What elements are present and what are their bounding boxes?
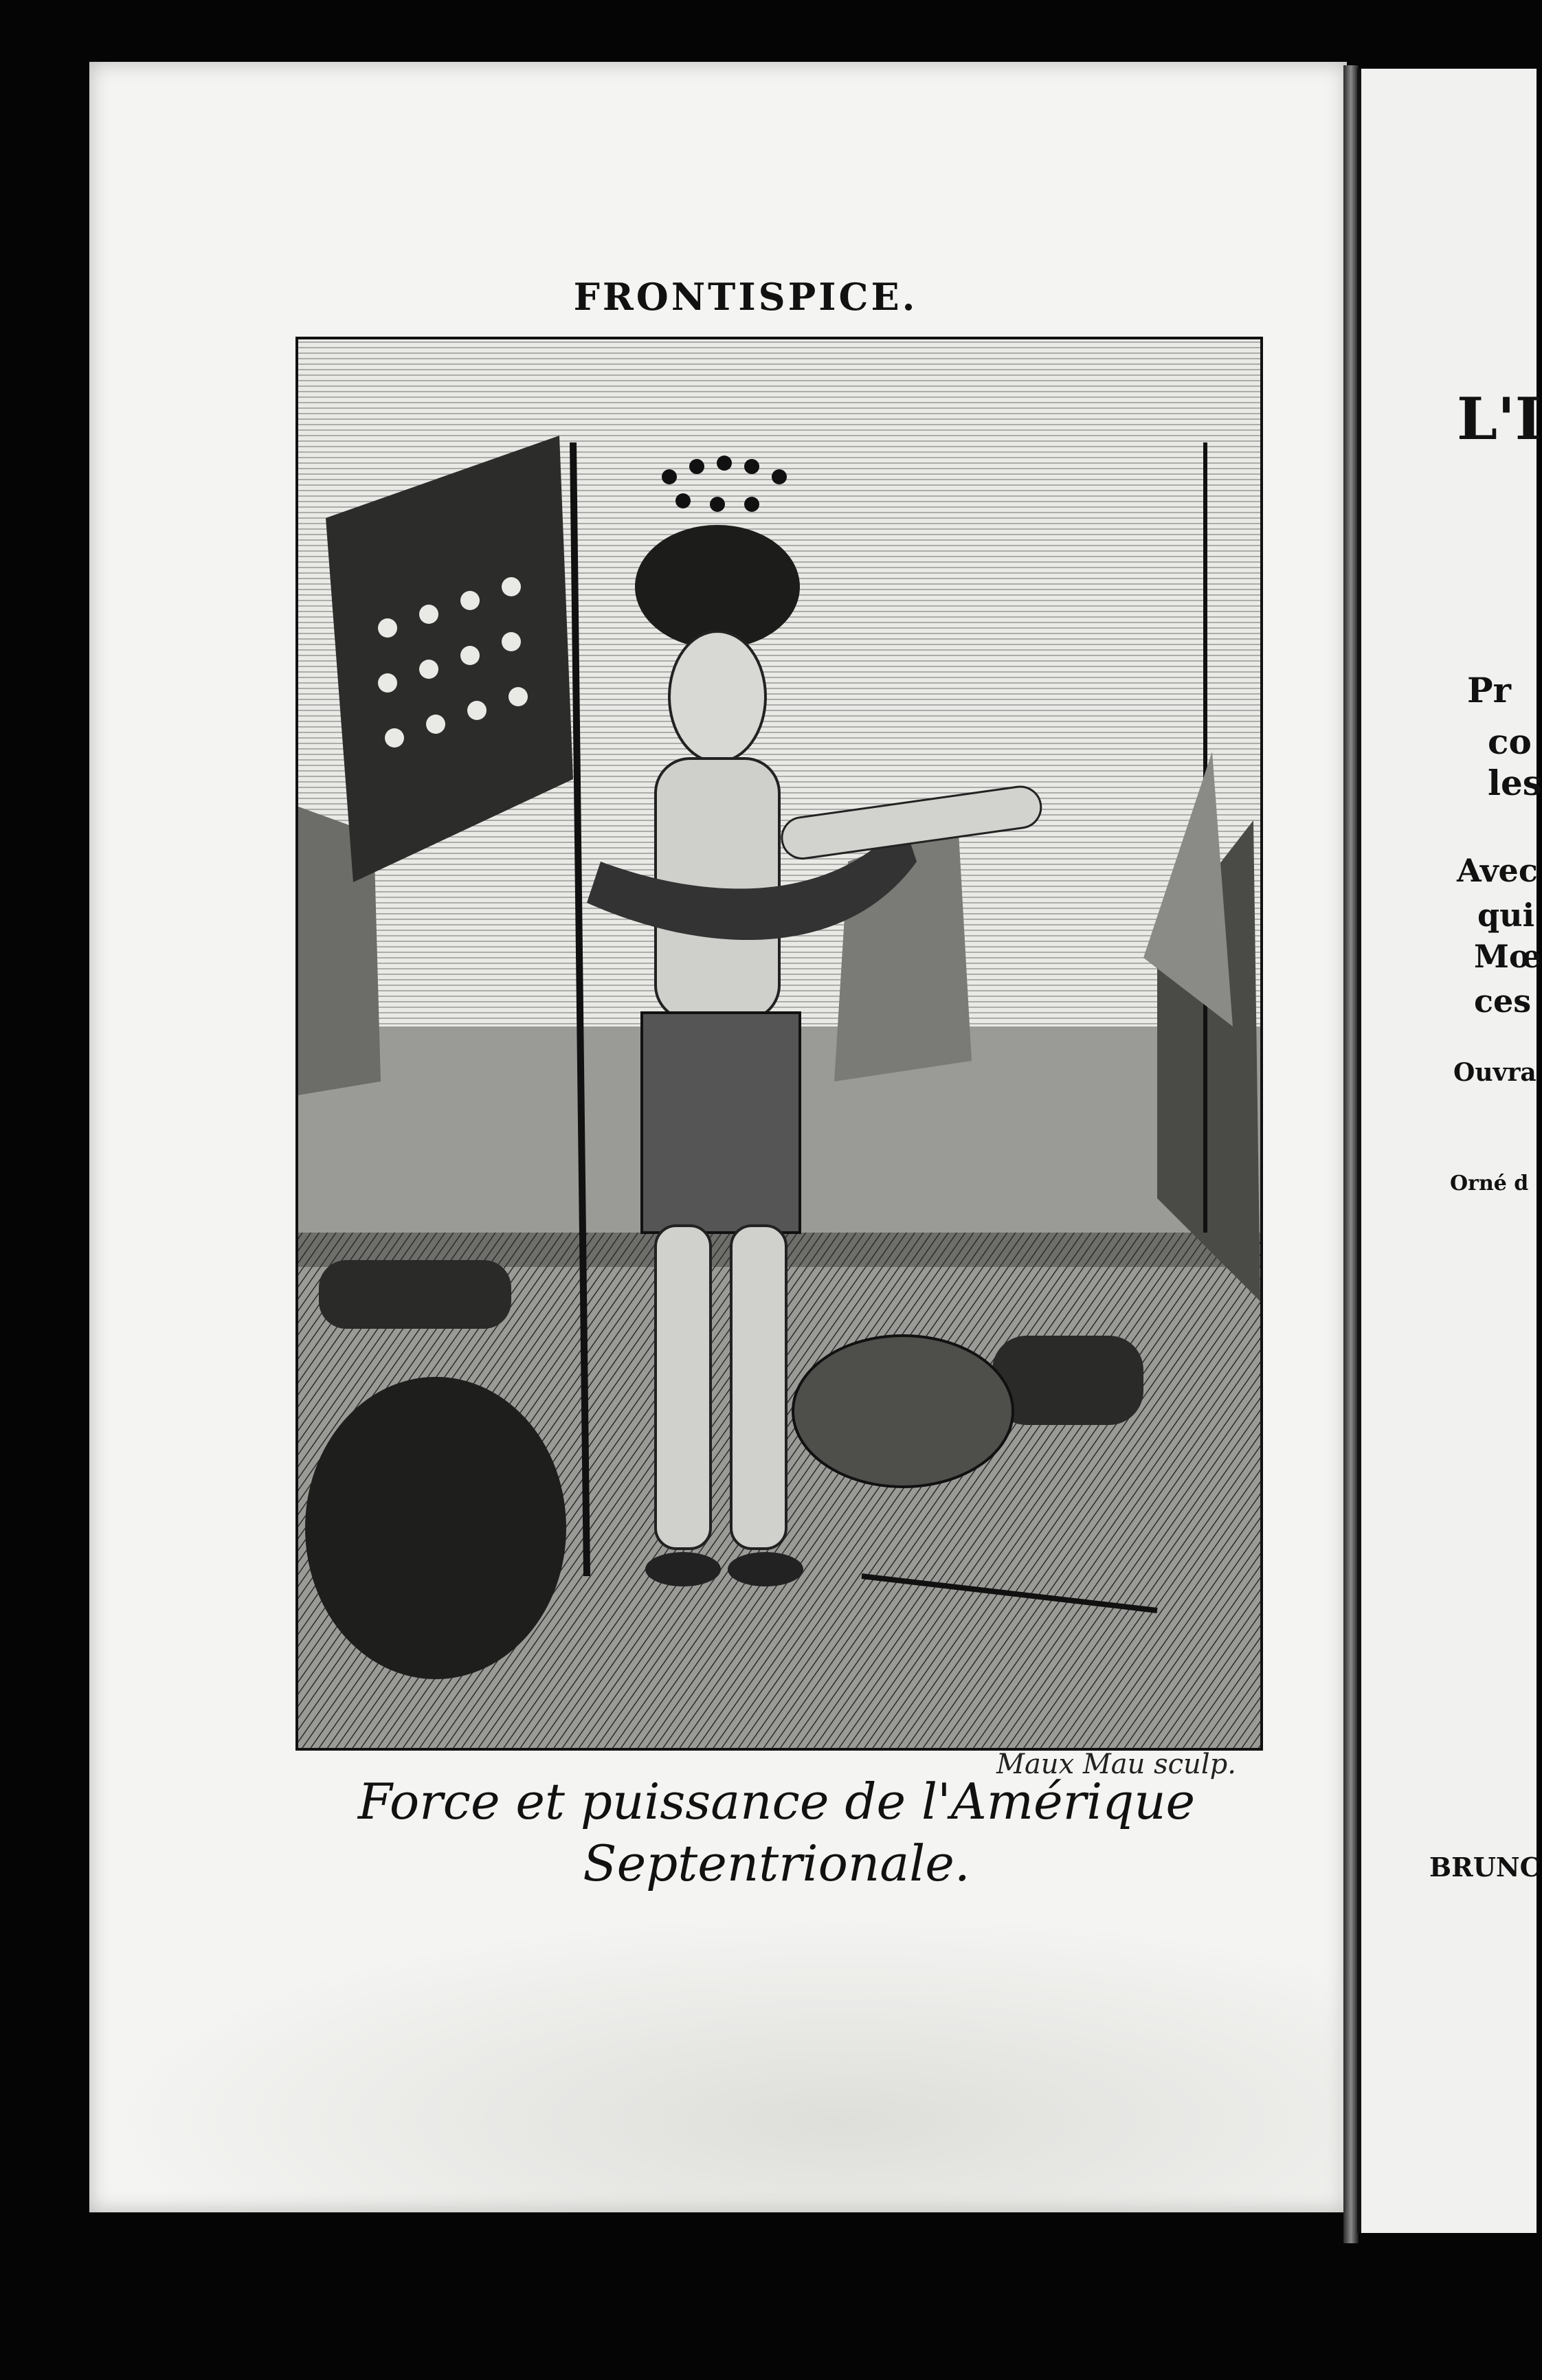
right-text-fragment: BRUNC: [1429, 1852, 1541, 1883]
right-text-fragment: ces: [1474, 983, 1532, 1020]
caption-line-1: Force et puissance de l'Amérique: [357, 1773, 1196, 1830]
right-text-fragment: Ouvra: [1453, 1058, 1537, 1087]
book-gutter: [1343, 65, 1359, 2243]
paper-stain: [96, 1910, 1340, 2212]
right-text-fragment: co: [1488, 721, 1532, 762]
engraver-signature: Maux Mau sculp.: [996, 1749, 1236, 1780]
right-text-fragment: Mœ: [1474, 938, 1542, 975]
right-text-fragment: qui: [1477, 897, 1535, 934]
right-text-fragment: les: [1488, 763, 1542, 803]
engraving-plate: [295, 337, 1263, 1751]
engraving-illustration: [298, 339, 1260, 1748]
right-text-fragment: Avec: [1457, 852, 1538, 889]
right-text-fragment: Orné d: [1450, 1171, 1529, 1195]
right-title-fragment: L'I: [1457, 385, 1542, 453]
caption-line-2: Septentrionale.: [583, 1834, 970, 1892]
frontispiece-heading: FRONTISPICE.: [573, 275, 918, 319]
right-text-fragment: Pr: [1467, 670, 1511, 710]
